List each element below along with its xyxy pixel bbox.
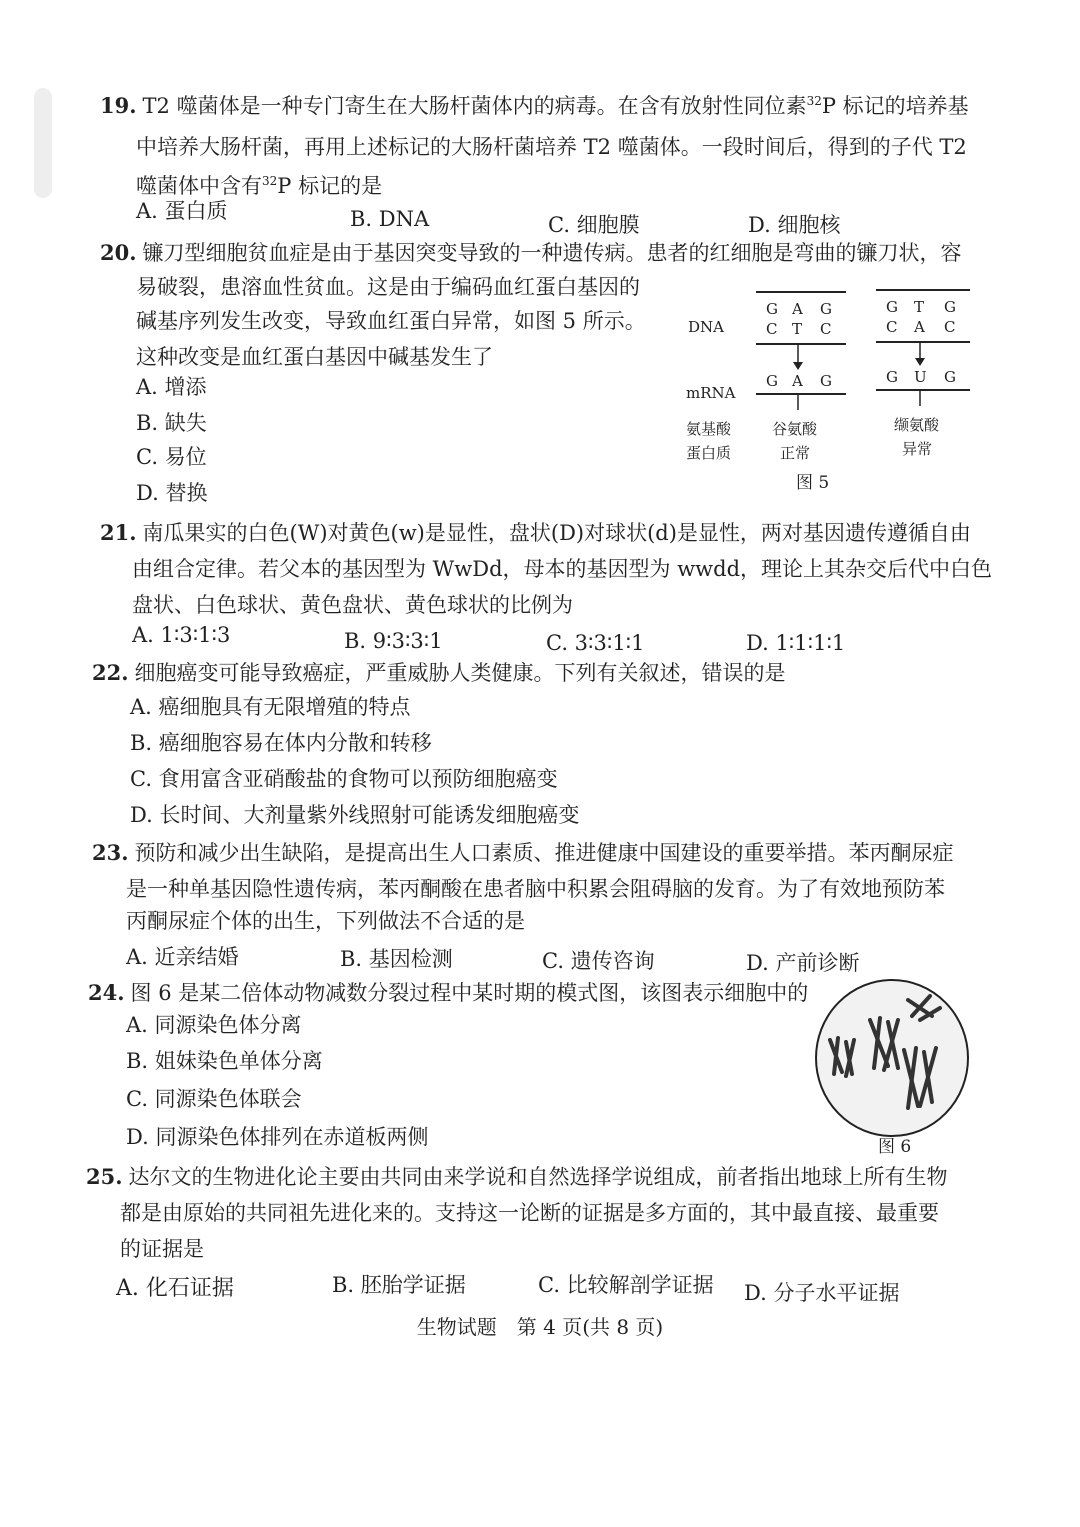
q20-option-a: A. 增添 [136, 375, 207, 399]
fig5-abnormal-top-3: G [944, 298, 956, 316]
q21-line2: 由组合定律。若父本的基因型为 WwDd，母本的基因型为 wwdd，理论上其杂交后代中白色 [132, 557, 993, 581]
fig5-abnormal-status: 异常 [902, 440, 933, 458]
q20-line4: 这种改变是血红蛋白基因中碱基发生了 [136, 345, 493, 369]
q20-line3: 碱基序列发生改变，导致血红蛋白异常，如图 5 所示。 [136, 309, 646, 333]
fig5-dna-label: DNA [688, 318, 724, 336]
fig5-normal-mrna-3: G [820, 372, 832, 390]
fig5-abnormal-mrna-3: G [944, 368, 956, 386]
q19-option-d: D. 细胞核 [748, 213, 841, 237]
q25-option-c: C. 比较解剖学证据 [538, 1273, 714, 1297]
fig5-normal-status: 正常 [780, 444, 811, 462]
fig5-abnormal-top-1: G [886, 298, 898, 316]
fig5-abnormal-mrna-1: G [886, 368, 898, 386]
fig5-abnormal-column [876, 290, 970, 458]
fig5-abnormal-bottom-2: A [914, 318, 925, 336]
fig5-abnormal-aa: 缬氨酸 [894, 416, 940, 434]
q24-option-c: C. 同源染色体联会 [126, 1087, 302, 1111]
q23-option-d: D. 产前诊断 [746, 951, 860, 975]
fig5-normal-aa: 谷氨酸 [772, 420, 818, 438]
q22-option-c: C. 食用富含亚硝酸盐的食物可以预防细胞癌变 [130, 767, 558, 791]
q21-option-d: D. 1∶1∶1∶1 [746, 631, 846, 655]
q21-option-a: A. 1∶3∶1∶3 [132, 623, 231, 647]
q23-line2: 是一种单基因隐性遗传病，苯丙酮酸在患者脑中积累会阻碍脑的发育。为了有效地预防苯 [126, 877, 945, 901]
q20-number: 20. [100, 240, 137, 265]
q21-line1: 21. 南瓜果实的白色(W)对黄色(w)是显性，盘状(D)对球状(d)是显性，两对基因遗传遵循自由 [100, 520, 971, 545]
q20-option-b: B. 缺失 [136, 411, 207, 435]
fig5-abnormal-mrna-2: U [914, 368, 927, 386]
fig5-normal-column [756, 292, 846, 462]
q19-line1: 19. T2 噬菌体是一种专门寄生在大肠杆菌体内的病毒。在含有放射性同位素$^{32}$P 标记的培养基 [100, 93, 969, 118]
q19-line3: 噬菌体中含有$^{32}$P 标记的是 [136, 174, 383, 198]
q19-number: 19. [100, 93, 137, 118]
q25-option-a: A. 化石证据 [116, 1276, 234, 1301]
q24-option-b: B. 姐妹染色单体分离 [126, 1049, 323, 1073]
fig5-protein-label: 蛋白质 [686, 444, 732, 462]
q20-line2: 易破裂，患溶血性贫血。这是由于编码血红蛋白基因的 [136, 275, 640, 299]
q19-option-c: C. 细胞膜 [548, 213, 640, 237]
q23-option-c: C. 遗传咨询 [542, 949, 655, 973]
q23-option-b: B. 基因检测 [340, 947, 453, 971]
q20-option-c: C. 易位 [136, 445, 207, 469]
fig5-abnormal-bottom-1: C [886, 318, 898, 336]
fig5-normal-top-3: G [820, 300, 832, 318]
fig5-aa-label: 氨基酸 [686, 420, 732, 438]
fig5-normal-mrna-2: A [792, 372, 803, 390]
q25-option-b: B. 胚胎学证据 [332, 1273, 466, 1297]
q25-number: 25. [86, 1164, 123, 1189]
q19-option-b: B. DNA [350, 207, 430, 231]
q22-option-a: A. 癌细胞具有无限增殖的特点 [130, 695, 411, 719]
q21-option-b: B. 9∶3∶3∶1 [344, 629, 443, 653]
q22-option-d: D. 长时间、大剂量紫外线照射可能诱发细胞癌变 [130, 803, 580, 827]
fig5-normal-mrna-1: G [766, 372, 778, 390]
q23-option-a: A. 近亲结婚 [126, 945, 239, 969]
fig5-abnormal-top-2: T [914, 298, 925, 316]
figure-5-diagram [680, 282, 990, 497]
q24-option-a: A. 同源染色体分离 [126, 1013, 302, 1037]
footer-page-number: 第 4 页(共 8 页) [516, 1315, 664, 1339]
fig5-caption: 图 5 [796, 473, 830, 493]
q25-line2: 都是由原始的共同祖先进化来的。支持这一论断的证据是多方面的，其中最直接、最重要 [120, 1201, 939, 1225]
fig6-caption: 图 6 [878, 1137, 912, 1157]
q21-line3: 盘状、白色球状、黄色盘状、黄色球状的比例为 [132, 593, 573, 617]
page-footer [0, 1312, 1080, 1342]
q22-number: 22. [92, 660, 129, 685]
q20-option-d: D. 替换 [136, 481, 208, 505]
fig5-normal-bottom-1: C [766, 320, 778, 338]
q20-line1: 20. 镰刀型细胞贫血症是由于基因突变导致的一种遗传病。患者的红细胞是弯曲的镰刀状，容 [100, 240, 962, 265]
q23-line3: 丙酮尿症个体的出生，下列做法不合适的是 [126, 909, 525, 933]
q23-number: 23. [92, 840, 129, 865]
footer-subject: 生物试题 [416, 1315, 497, 1339]
fig5-normal-bottom-3: C [820, 320, 832, 338]
fig5-abnormal-bottom-3: C [944, 318, 956, 336]
q19-option-a: A. 蛋白质 [136, 199, 228, 223]
q22-line1: 22. 细胞癌变可能导致癌症，严重威胁人类健康。下列有关叙述，错误的是 [92, 660, 786, 685]
fig5-mrna-label: mRNA [686, 384, 736, 402]
q19-line2: 中培养大肠杆菌，再用上述标记的大肠杆菌培养 T2 噬菌体。一段时间后，得到的子代 T2 [136, 135, 967, 159]
fig5-normal-bottom-2: T [792, 320, 803, 338]
q22-option-b: B. 癌细胞容易在体内分散和转移 [130, 731, 432, 755]
q25-line1: 25. 达尔文的生物进化论主要由共同由来学说和自然选择学说组成，前者指出地球上所有生物 [86, 1164, 948, 1189]
figure-6-diagram [808, 976, 978, 1162]
q25-line3: 的证据是 [120, 1237, 204, 1261]
q23-line1: 23. 预防和减少出生缺陷，是提高出生人口素质、推进健康中国建设的重要举措。苯丙酮尿症 [92, 840, 954, 865]
q24-line1: 24. 图 6 是某二倍体动物减数分裂过程中某时期的模式图，该图表示细胞中的 [88, 980, 809, 1005]
q25-option-d: D. 分子水平证据 [744, 1281, 900, 1305]
q24-number: 24. [88, 980, 125, 1005]
q24-option-d: D. 同源染色体排列在赤道板两侧 [126, 1125, 429, 1149]
scan-edge-mark [34, 88, 52, 198]
q21-number: 21. [100, 520, 137, 545]
q21-option-c: C. 3∶3∶1∶1 [546, 631, 645, 655]
fig5-normal-top-1: G [766, 300, 778, 318]
fig5-normal-top-2: A [792, 300, 803, 318]
